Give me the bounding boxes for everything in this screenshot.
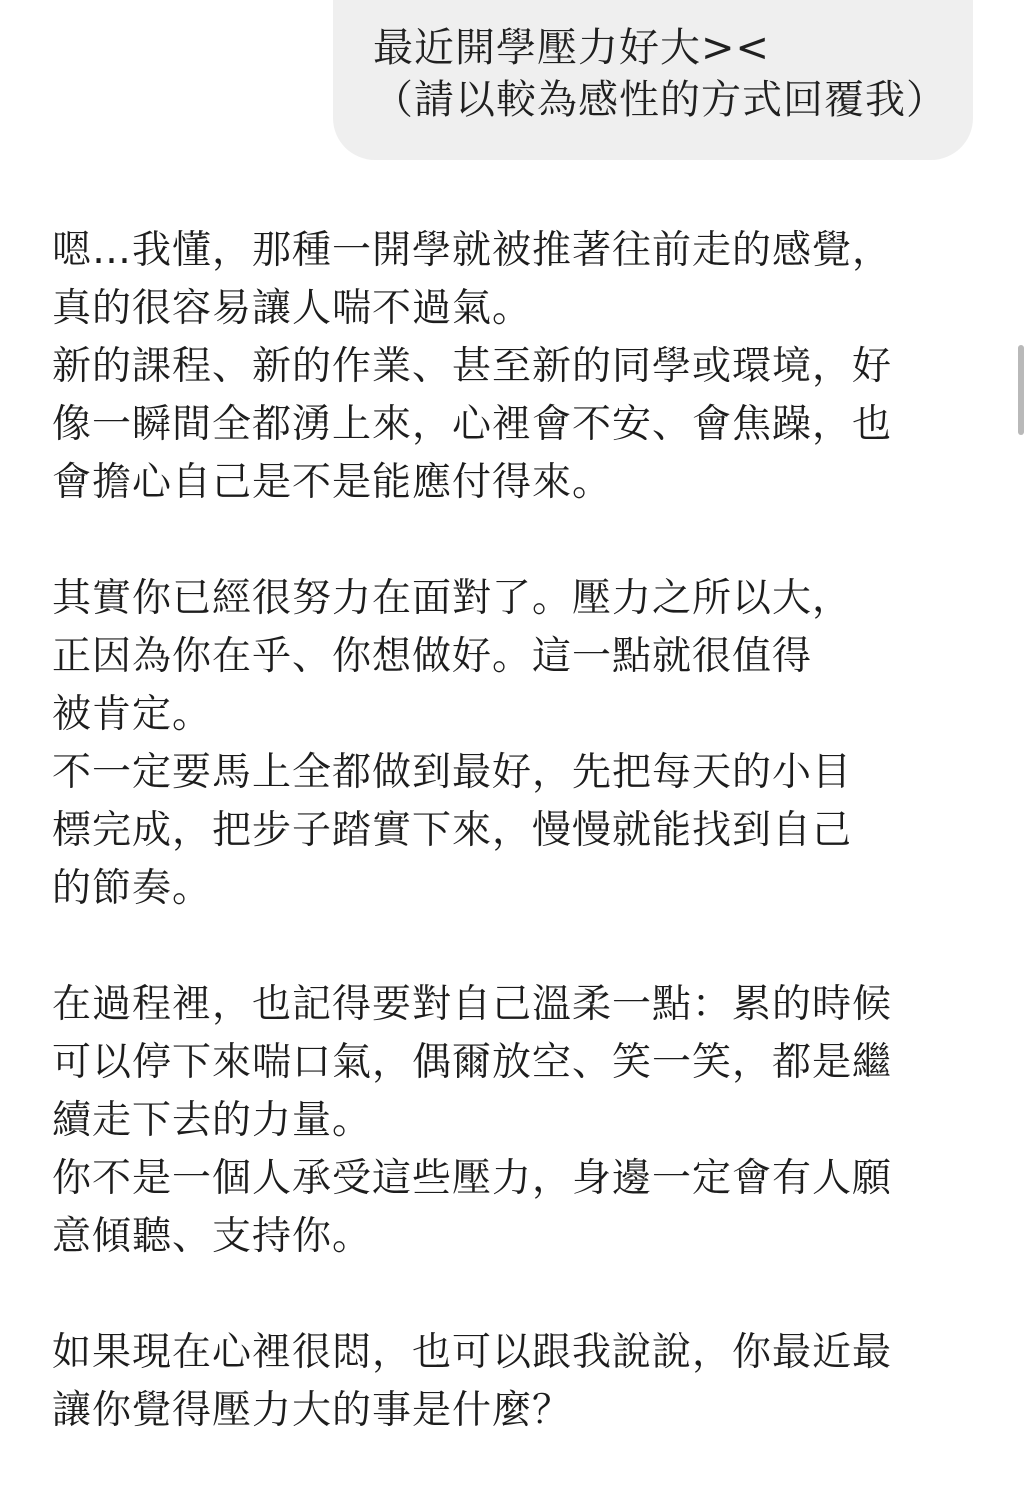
reply-line: 讓你覺得壓力大的事是什麼？	[52, 1388, 573, 1433]
reply-paragraph	[52, 1324, 972, 1440]
reply-line: 意傾聽、支持你。	[52, 1214, 373, 1259]
reply-paragraph	[52, 222, 972, 512]
reply-line: 像一瞬間全都湧上來，心裡會不安、會焦躁，也	[52, 402, 893, 447]
reply-paragraph	[52, 976, 972, 1266]
reply-line: 續走下去的力量。	[52, 1098, 373, 1143]
reply-paragraph	[52, 570, 972, 918]
reply-line: 標完成，把步子踏實下來，慢慢就能找到自己	[52, 808, 853, 853]
reply-line: 你不是一個人承受這些壓力，身邊一定會有人願	[52, 1156, 893, 1201]
user-message-line: （請以較為感性的方式回覆我）	[373, 77, 947, 123]
reply-line: 新的課程、新的作業、甚至新的同學或環境，好	[52, 344, 893, 389]
reply-line: 在過程裡，也記得要對自己溫柔一點：累的時候	[52, 982, 893, 1027]
reply-line: 的節奏。	[52, 866, 213, 911]
reply-line: 嗯…我懂，那種一開學就被推著往前走的感覺，	[52, 228, 893, 273]
reply-line: 真的很容易讓人喘不過氣。	[52, 286, 533, 331]
reply-line: 正因為你在乎、你想做好。這一點就很值得	[52, 634, 813, 679]
reply-line: 不一定要馬上全都做到最好，先把每天的小目	[52, 750, 853, 795]
assistant-reply	[52, 222, 972, 1498]
reply-line: 可以停下來喘口氣，偶爾放空、笑一笑，都是繼	[52, 1040, 893, 1085]
user-message-bubble[interactable]	[333, 0, 973, 160]
user-message-line: 最近開學壓力好大><	[373, 25, 771, 71]
reply-line: 會擔心自己是不是能應付得來。	[52, 460, 613, 505]
scrollbar-thumb[interactable]	[1018, 345, 1024, 435]
reply-line: 如果現在心裡很悶，也可以跟我說說，你最近最	[52, 1330, 893, 1375]
reply-line: 其實你已經很努力在面對了。壓力之所以大，	[52, 576, 853, 621]
reply-line: 被肯定。	[52, 692, 213, 737]
